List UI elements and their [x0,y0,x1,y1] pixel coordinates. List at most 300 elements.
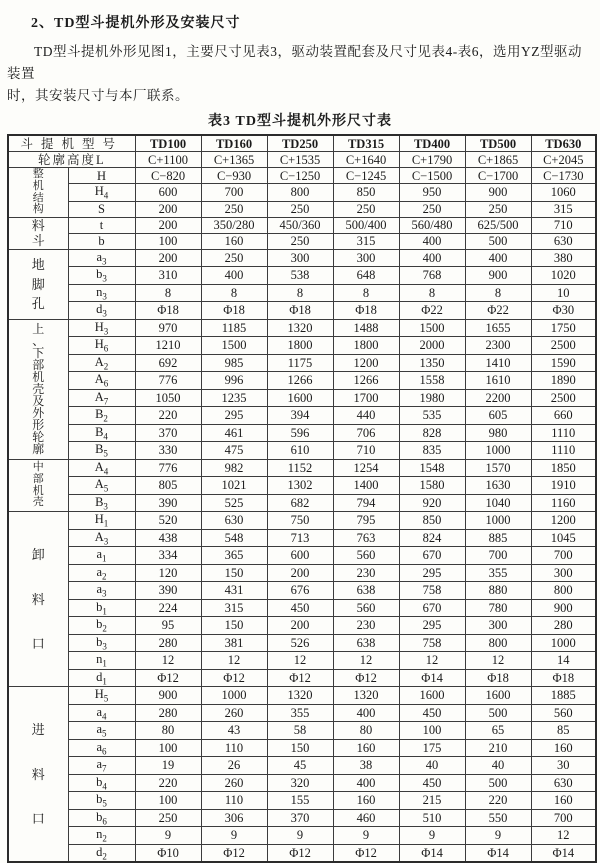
value-cell: 768 [399,267,465,285]
model-header-cell: TD400 [399,135,465,152]
value-cell: 12 [465,652,531,670]
symbol-base: H [94,337,104,351]
symbol-subscript: 5 [103,693,109,704]
value-cell: 1200 [531,512,596,530]
value-cell: 461 [201,424,267,442]
symbol-subscript: 3 [102,273,107,284]
symbol-cell [68,442,135,460]
value-cell: 2500 [531,337,596,355]
value-cell: C−1700 [465,168,531,184]
value-cell: Φ10 [135,844,201,862]
symbol-base: b [96,809,103,824]
height-value-cell: C+2045 [531,152,596,168]
group-label-char: 外 [32,406,45,420]
value-cell: 610 [267,442,333,460]
value-cell: 560/480 [399,217,465,233]
symbol-cell [68,168,135,184]
value-cell: 394 [267,407,333,425]
model-header-cell: TD630 [531,135,596,152]
symbol-cell [68,302,135,320]
symbol-subscript: 4 [103,466,109,476]
value-cell: 1266 [267,372,333,390]
symbol-cell [68,389,135,407]
value-cell: 1750 [531,319,596,337]
value-cell: 250 [201,201,267,217]
symbol-subscript: 1 [102,606,107,616]
symbol-base: B [95,442,104,456]
value-cell: 200 [135,201,201,217]
value-cell: 110 [201,792,267,810]
value-cell: Φ12 [201,844,267,862]
value-cell: 200 [135,249,201,267]
value-cell: 280 [135,634,201,652]
value-cell: 381 [201,634,267,652]
symbol-subscript: 3 [103,536,109,546]
intro-line-2: 时，其安装尺寸与本厂联系。 [7,88,189,103]
symbol-cell [68,827,135,845]
group-label-cell [8,459,68,512]
value-cell: 220 [465,792,531,810]
value-cell: 80 [135,722,201,740]
value-cell: 30 [531,757,596,775]
value-cell: Φ12 [267,669,333,687]
symbol-cell [68,249,135,267]
value-cell: 900 [465,184,531,202]
value-cell: 1254 [333,459,399,477]
value-cell: 2500 [531,389,596,407]
symbol-base: H [94,184,104,198]
value-cell: 160 [333,739,399,757]
symbol-cell [68,844,135,862]
value-cell: 1400 [333,477,399,495]
symbol-base: a [96,757,103,771]
value-cell: 9 [135,827,201,845]
model-header-cell: TD315 [333,135,399,152]
group-vertical-label [9,252,68,316]
value-cell: Φ18 [267,302,333,320]
value-cell: 638 [333,634,399,652]
symbol-subscript: 2 [102,833,107,844]
value-cell: 560 [333,599,399,617]
value-cell: 250 [135,809,201,827]
value-cell: 1610 [465,372,531,390]
symbol-cell [68,722,135,740]
value-cell: 250 [399,201,465,217]
value-cell: 475 [201,442,267,460]
symbol-base: A [94,389,104,404]
value-cell: 220 [135,774,201,792]
value-cell: 776 [135,459,201,477]
value-cell: 400 [333,774,399,792]
value-cell: Φ18 [135,302,201,320]
value-cell: 300 [465,617,531,635]
value-cell: Φ12 [267,844,333,862]
value-cell: C−1250 [267,168,333,184]
symbol-subscript: 2 [102,571,107,581]
value-cell: 100 [135,739,201,757]
value-cell: 2200 [465,389,531,407]
value-cell: 40 [399,757,465,775]
symbol-base: A [94,477,104,491]
model-header-cell: TD250 [267,135,333,152]
symbol-cell [68,564,135,582]
group-vertical-label [9,169,68,216]
symbol-cell [68,459,135,477]
value-cell: 880 [465,582,531,600]
symbol-base: b [96,267,103,281]
symbol-base: B [95,407,104,421]
value-cell: 500/400 [333,217,399,233]
value-cell: 450/360 [267,217,333,233]
value-cell: 2300 [465,337,531,355]
group-label-char: 机 [32,179,44,192]
value-cell: Φ18 [465,669,531,687]
value-cell: 8 [465,284,531,302]
model-header-cell: TD500 [465,135,531,152]
value-cell: 38 [333,757,399,775]
symbol-cell [68,512,135,530]
value-cell: 850 [333,184,399,202]
value-cell: 320 [267,774,333,792]
value-cell: 1266 [333,372,399,390]
value-cell: 795 [333,512,399,530]
value-cell: 1110 [531,442,596,460]
value-cell: 1580 [399,477,465,495]
value-cell: Φ14 [465,844,531,862]
symbol-base: a [96,582,103,596]
value-cell: 210 [465,739,531,757]
symbol-cell [68,201,135,217]
symbol-subscript: 6 [103,343,109,354]
value-cell: 1630 [465,477,531,495]
value-cell: 1885 [531,687,596,705]
symbol-base: A [94,372,104,386]
value-cell: 1000 [201,687,267,705]
value-cell: 1600 [267,389,333,407]
symbol-subscript: 3 [102,641,107,651]
symbol-cell [68,547,135,565]
value-cell: 390 [135,582,201,600]
group-label-char: 结 [32,191,44,204]
symbol-subscript: 5 [103,483,109,494]
group-label-char: 整 [32,168,44,181]
value-cell: 630 [531,233,596,249]
group-label-char: 上 [32,322,45,336]
height-value-cell: C+1865 [465,152,531,168]
value-cell: 1655 [465,319,531,337]
value-cell: 350/280 [201,217,267,233]
symbol-base: H [94,319,104,334]
group-label-char: 口 [31,636,45,652]
symbol-subscript: 3 [102,256,107,266]
value-cell: 150 [201,564,267,582]
value-cell: 500 [465,704,531,722]
value-cell: 8 [135,284,201,302]
value-cell: 12 [531,827,596,845]
symbol-cell [68,424,135,442]
value-cell: 1410 [465,354,531,372]
value-cell: 996 [201,372,267,390]
value-cell: 150 [267,739,333,757]
value-cell: 150 [201,617,267,635]
value-cell: 1210 [135,337,201,355]
group-label-char: 下 [32,346,45,360]
symbol-cell [68,704,135,722]
value-cell: 1160 [531,494,596,512]
value-cell: 835 [399,442,465,460]
symbol-cell [68,372,135,390]
symbol-base: b [96,774,103,789]
symbol-cell [68,284,135,302]
value-cell: 9 [333,827,399,845]
symbol-base: B [95,424,104,439]
height-value-cell: C+1640 [333,152,399,168]
value-cell: 300 [531,564,596,582]
value-cell: 1200 [333,354,399,372]
symbol-cell [68,809,135,827]
intro-paragraph [7,41,593,107]
symbol-cell [68,217,135,233]
value-cell: 260 [201,774,267,792]
value-cell: 1020 [531,267,596,285]
value-cell: 510 [399,809,465,827]
symbol-base: A [94,529,104,544]
symbol-base: S [98,202,105,216]
value-cell: 1910 [531,477,596,495]
value-cell: 160 [201,233,267,249]
symbol-base: b [96,617,103,631]
group-label-char: 脚 [31,276,45,292]
value-cell: 8 [267,284,333,302]
value-cell: 155 [267,792,333,810]
value-cell: 460 [333,809,399,827]
group-label-char: 料 [31,591,45,607]
height-row-label: 轮廓高度L [8,152,135,168]
value-cell: 43 [201,722,267,740]
intro-line-1: TD型斗提机外形见图1，主要尺寸见表3，驱动装置配套及尺寸见表4-表6，选用YZ型驱动装置 [7,44,582,81]
value-cell: 763 [333,529,399,547]
symbol-cell [68,407,135,425]
symbol-subscript: 7 [102,763,107,774]
value-cell: 670 [399,547,465,565]
group-label-cell [8,249,68,319]
symbol-cell [68,792,135,810]
value-cell: 8 [399,284,465,302]
value-cell: 280 [531,617,596,635]
value-cell: Φ14 [399,669,465,687]
value-cell: 224 [135,599,201,617]
symbol-cell [68,184,135,202]
height-value-cell: C+1790 [399,152,465,168]
value-cell: 706 [333,424,399,442]
symbol-subscript: 2 [102,851,107,861]
value-cell: 713 [267,529,333,547]
value-cell: 1110 [531,424,596,442]
value-cell: 758 [399,582,465,600]
symbol-cell [68,477,135,495]
value-cell: 100 [135,792,201,810]
value-cell: 450 [399,774,465,792]
height-value-cell: C+1535 [267,152,333,168]
group-vertical-label [9,218,68,248]
dimension-table [7,134,597,863]
value-cell: 250 [333,201,399,217]
symbol-base: b [96,792,103,806]
value-cell: 85 [531,722,596,740]
value-cell: 776 [135,372,201,390]
group-label-char: 构 [32,203,44,216]
value-cell: 1050 [135,389,201,407]
value-cell: 9 [201,827,267,845]
symbol-cell [68,757,135,775]
value-cell: 560 [531,704,596,722]
value-cell: 550 [465,809,531,827]
value-cell: 1185 [201,319,267,337]
value-cell: 1320 [267,319,333,337]
value-cell: 380 [531,249,596,267]
value-cell: 1235 [201,389,267,407]
value-cell: 1890 [531,372,596,390]
symbol-cell [68,267,135,285]
value-cell: 14 [531,652,596,670]
value-cell: 306 [201,809,267,827]
symbol-base: t [99,218,104,232]
value-cell: 80 [333,722,399,740]
symbol-base: b [96,599,103,614]
value-cell: 45 [267,757,333,775]
value-cell: 560 [333,547,399,565]
value-cell: 700 [201,184,267,202]
value-cell: 548 [201,529,267,547]
value-cell: 215 [399,792,465,810]
value-cell: 1590 [531,354,596,372]
value-cell: 12 [201,652,267,670]
value-cell: 1175 [267,354,333,372]
symbol-subscript: 3 [102,308,107,319]
value-cell: 370 [267,809,333,827]
symbol-base: A [94,354,104,369]
value-cell: 9 [465,827,531,845]
symbol-subscript: 6 [102,746,107,756]
value-cell: 800 [267,184,333,202]
value-cell: 12 [399,652,465,670]
symbol-subscript: 6 [102,816,107,826]
symbol-base: n [96,284,103,299]
symbol-subscript: 3 [102,291,107,301]
symbol-cell [68,687,135,705]
value-cell: 670 [399,599,465,617]
value-cell: C−1500 [399,168,465,184]
value-cell: 300 [333,249,399,267]
value-cell: 65 [465,722,531,740]
value-cell: 355 [465,564,531,582]
value-cell: 1040 [465,494,531,512]
value-cell: 538 [267,267,333,285]
value-cell: Φ22 [465,302,531,320]
value-cell: 9 [399,827,465,845]
symbol-base: a [96,739,103,754]
value-cell: 920 [399,494,465,512]
symbol-base: b [96,634,103,649]
value-cell: 638 [333,582,399,600]
value-cell: 525 [201,494,267,512]
value-cell: 440 [333,407,399,425]
value-cell: 250 [465,201,531,217]
value-cell: 758 [399,634,465,652]
value-cell: 250 [267,233,333,249]
value-cell: 160 [531,792,596,810]
value-cell: 1558 [399,372,465,390]
value-cell: 315 [201,599,267,617]
symbol-base: n [96,652,103,666]
value-cell: 900 [531,599,596,617]
value-cell: 750 [267,512,333,530]
symbol-cell [68,494,135,512]
value-cell: 100 [135,233,201,249]
symbol-subscript: 5 [102,798,107,809]
symbol-subscript: 5 [103,448,108,459]
value-cell: 500 [465,233,531,249]
value-cell: 700 [531,809,596,827]
value-cell: 220 [135,407,201,425]
group-label-cell [8,319,68,459]
value-cell: 10 [531,284,596,302]
value-cell: 300 [267,249,333,267]
symbol-subscript: 1 [103,518,109,529]
model-header-cell: TD160 [201,135,267,152]
value-cell: 800 [531,582,596,600]
value-cell: 400 [465,249,531,267]
value-cell: 160 [333,792,399,810]
value-cell: 985 [201,354,267,372]
symbol-subscript: 6 [103,378,109,389]
value-cell: 200 [135,217,201,233]
value-cell: Φ12 [201,669,267,687]
symbol-base: b [98,234,105,248]
symbol-subscript: 1 [102,676,107,686]
value-cell: 295 [201,407,267,425]
value-cell: 1000 [465,512,531,530]
group-label-char: 形 [32,418,45,432]
symbol-base: a [96,564,103,579]
value-cell: Φ22 [399,302,465,320]
group-label-char: 卸 [31,546,45,562]
symbol-base: a [96,547,103,561]
value-cell: 780 [465,599,531,617]
value-cell: 535 [399,407,465,425]
value-cell: Φ18 [201,302,267,320]
value-cell: 295 [399,617,465,635]
value-cell: 315 [333,233,399,249]
value-cell: 1570 [465,459,531,477]
value-cell: 450 [267,599,333,617]
value-cell: 110 [201,739,267,757]
symbol-cell [68,739,135,757]
symbol-subscript: 7 [103,396,109,406]
symbol-base: H [96,168,107,183]
value-cell: 400 [399,249,465,267]
value-cell: 370 [135,424,201,442]
group-label-char: 部 [32,358,45,372]
symbol-cell [68,354,135,372]
group-label-char: 廓 [32,442,45,456]
value-cell: 400 [333,704,399,722]
value-cell: 824 [399,529,465,547]
value-cell: 2000 [399,337,465,355]
section-heading: 2、TD型斗提机外形及安装尺寸 [31,16,241,31]
value-cell: 630 [201,512,267,530]
group-label-char: 料 [31,766,45,782]
